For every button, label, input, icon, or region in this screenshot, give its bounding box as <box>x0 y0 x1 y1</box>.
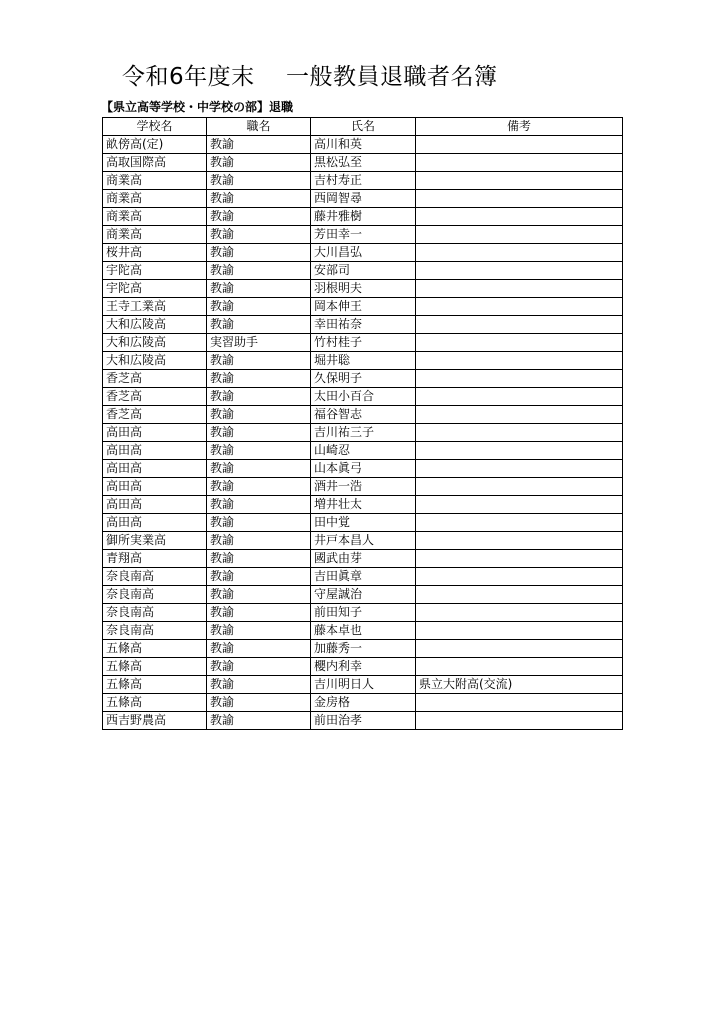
cell-notes <box>416 622 623 640</box>
cell-school: 高田高 <box>103 514 207 532</box>
table-row <box>103 280 623 298</box>
cell-notes <box>416 190 623 208</box>
table-row <box>103 604 623 622</box>
cell-position: 教諭 <box>207 370 311 388</box>
cell-name: 藤本卓也 <box>311 622 416 640</box>
cell-school: 商業高 <box>103 172 207 190</box>
cell-position: 教諭 <box>207 154 311 172</box>
header-row <box>103 118 623 136</box>
cell-school: 宇陀高 <box>103 280 207 298</box>
cell-notes <box>416 136 623 154</box>
cell-name: 酒井一浩 <box>311 478 416 496</box>
table-row <box>103 154 623 172</box>
cell-school: 五條高 <box>103 640 207 658</box>
table-row <box>103 226 623 244</box>
retirement-roster-table <box>102 117 623 730</box>
cell-name: 山崎忍 <box>311 442 416 460</box>
cell-notes <box>416 694 623 712</box>
cell-position: 教諭 <box>207 586 311 604</box>
cell-school: 青翔高 <box>103 550 207 568</box>
cell-school: 高田高 <box>103 496 207 514</box>
table-row <box>103 532 623 550</box>
table-row <box>103 622 623 640</box>
table-row <box>103 388 623 406</box>
cell-position: 教諭 <box>207 190 311 208</box>
table-row <box>103 514 623 532</box>
table-row <box>103 316 623 334</box>
table-row <box>103 136 623 154</box>
cell-notes <box>416 712 623 730</box>
header-position: 職名 <box>207 118 311 136</box>
cell-name: 櫻内利幸 <box>311 658 416 676</box>
cell-name: 竹村桂子 <box>311 334 416 352</box>
cell-notes <box>416 316 623 334</box>
cell-notes <box>416 244 623 262</box>
section-label: 【県立高等学校・中学校の部】退職 <box>101 100 294 114</box>
cell-position: 教諭 <box>207 478 311 496</box>
cell-school: 畝傍高(定) <box>103 136 207 154</box>
cell-school: 御所実業高 <box>103 532 207 550</box>
cell-notes <box>416 442 623 460</box>
cell-notes <box>416 262 623 280</box>
cell-name: 太田小百合 <box>311 388 416 406</box>
table-row <box>103 568 623 586</box>
cell-school: 西吉野農高 <box>103 712 207 730</box>
header-school: 学校名 <box>103 118 207 136</box>
cell-position: 教諭 <box>207 712 311 730</box>
cell-name: 岡本伸王 <box>311 298 416 316</box>
cell-position: 教諭 <box>207 532 311 550</box>
cell-name: 久保明子 <box>311 370 416 388</box>
table-row <box>103 424 623 442</box>
cell-notes <box>416 334 623 352</box>
cell-position: 教諭 <box>207 352 311 370</box>
cell-notes <box>416 586 623 604</box>
cell-name: 羽根明夫 <box>311 280 416 298</box>
cell-name: 堀井聡 <box>311 352 416 370</box>
table-row <box>103 334 623 352</box>
cell-school: 奈良南高 <box>103 568 207 586</box>
cell-position: 教諭 <box>207 406 311 424</box>
cell-name: 吉川祐三子 <box>311 424 416 442</box>
cell-position: 教諭 <box>207 694 311 712</box>
cell-notes <box>416 514 623 532</box>
cell-position: 教諭 <box>207 208 311 226</box>
cell-school: 王寺工業高 <box>103 298 207 316</box>
cell-name: 西岡智尋 <box>311 190 416 208</box>
cell-notes <box>416 280 623 298</box>
table-row <box>103 352 623 370</box>
cell-school: 高田高 <box>103 442 207 460</box>
cell-name: 國武由芽 <box>311 550 416 568</box>
cell-school: 奈良南高 <box>103 586 207 604</box>
table-row <box>103 676 623 694</box>
cell-notes <box>416 568 623 586</box>
cell-school: 商業高 <box>103 226 207 244</box>
table-row <box>103 172 623 190</box>
cell-school: 奈良南高 <box>103 604 207 622</box>
table-row <box>103 190 623 208</box>
table-row <box>103 694 623 712</box>
cell-name: 福谷智志 <box>311 406 416 424</box>
cell-school: 大和広陵高 <box>103 352 207 370</box>
cell-school: 高田高 <box>103 460 207 478</box>
cell-notes <box>416 298 623 316</box>
cell-school: 五條高 <box>103 658 207 676</box>
table-row <box>103 208 623 226</box>
table-body <box>103 136 623 730</box>
table-row <box>103 658 623 676</box>
document-title: 令和6年度末 一般教員退職者名簿 <box>122 64 498 90</box>
cell-position: 教諭 <box>207 244 311 262</box>
cell-position: 教諭 <box>207 424 311 442</box>
cell-notes <box>416 208 623 226</box>
cell-name: 吉田眞章 <box>311 568 416 586</box>
cell-position: 教諭 <box>207 172 311 190</box>
cell-notes <box>416 154 623 172</box>
cell-name: 大川昌弘 <box>311 244 416 262</box>
cell-school: 商業高 <box>103 190 207 208</box>
cell-notes <box>416 550 623 568</box>
cell-notes <box>416 640 623 658</box>
cell-school: 香芝高 <box>103 388 207 406</box>
cell-position: 教諭 <box>207 280 311 298</box>
cell-position: 教諭 <box>207 316 311 334</box>
table-row <box>103 550 623 568</box>
table-row <box>103 496 623 514</box>
cell-position: 教諭 <box>207 622 311 640</box>
cell-notes <box>416 460 623 478</box>
cell-school: 香芝高 <box>103 370 207 388</box>
cell-notes <box>416 370 623 388</box>
cell-school: 大和広陵高 <box>103 334 207 352</box>
table-row <box>103 442 623 460</box>
cell-position: 教諭 <box>207 496 311 514</box>
header-name: 氏名 <box>311 118 416 136</box>
cell-position: 教諭 <box>207 550 311 568</box>
table-row <box>103 478 623 496</box>
cell-school: 宇陀高 <box>103 262 207 280</box>
cell-position: 実習助手 <box>207 334 311 352</box>
cell-position: 教諭 <box>207 658 311 676</box>
cell-name: 芳田幸一 <box>311 226 416 244</box>
cell-name: 井戸本昌人 <box>311 532 416 550</box>
cell-name: 山本眞弓 <box>311 460 416 478</box>
cell-notes <box>416 604 623 622</box>
cell-name: 増井壮太 <box>311 496 416 514</box>
cell-name: 藤井雅樹 <box>311 208 416 226</box>
table-row <box>103 460 623 478</box>
cell-name: 前田知子 <box>311 604 416 622</box>
table-row <box>103 406 623 424</box>
cell-notes <box>416 406 623 424</box>
cell-position: 教諭 <box>207 676 311 694</box>
table-row <box>103 640 623 658</box>
cell-school: 奈良南高 <box>103 622 207 640</box>
cell-position: 教諭 <box>207 568 311 586</box>
cell-notes: 県立大附高(交流) <box>416 676 623 694</box>
cell-school: 五條高 <box>103 694 207 712</box>
cell-school: 桜井高 <box>103 244 207 262</box>
cell-name: 金房格 <box>311 694 416 712</box>
table-row <box>103 244 623 262</box>
cell-position: 教諭 <box>207 298 311 316</box>
cell-name: 加藤秀一 <box>311 640 416 658</box>
cell-notes <box>416 478 623 496</box>
table-row <box>103 298 623 316</box>
cell-notes <box>416 388 623 406</box>
cell-school: 五條高 <box>103 676 207 694</box>
cell-school: 香芝高 <box>103 406 207 424</box>
table-row <box>103 370 623 388</box>
cell-name: 吉村寿正 <box>311 172 416 190</box>
cell-name: 吉川明日人 <box>311 676 416 694</box>
cell-notes <box>416 352 623 370</box>
cell-school: 大和広陵高 <box>103 316 207 334</box>
cell-school: 高田高 <box>103 424 207 442</box>
cell-name: 田中覚 <box>311 514 416 532</box>
cell-name: 幸田祐奈 <box>311 316 416 334</box>
cell-notes <box>416 532 623 550</box>
cell-position: 教諭 <box>207 604 311 622</box>
cell-notes <box>416 172 623 190</box>
cell-notes <box>416 226 623 244</box>
table-row <box>103 586 623 604</box>
cell-notes <box>416 658 623 676</box>
cell-position: 教諭 <box>207 136 311 154</box>
cell-name: 高川和英 <box>311 136 416 154</box>
cell-position: 教諭 <box>207 262 311 280</box>
cell-notes <box>416 424 623 442</box>
cell-position: 教諭 <box>207 460 311 478</box>
table-row <box>103 712 623 730</box>
cell-name: 黒松弘至 <box>311 154 416 172</box>
cell-position: 教諭 <box>207 388 311 406</box>
cell-position: 教諭 <box>207 640 311 658</box>
cell-position: 教諭 <box>207 226 311 244</box>
header-notes: 備考 <box>416 118 623 136</box>
cell-notes <box>416 496 623 514</box>
cell-name: 前田治孝 <box>311 712 416 730</box>
table-header <box>103 118 623 136</box>
cell-school: 高田高 <box>103 478 207 496</box>
cell-position: 教諭 <box>207 514 311 532</box>
cell-position: 教諭 <box>207 442 311 460</box>
table-row <box>103 262 623 280</box>
cell-school: 商業高 <box>103 208 207 226</box>
cell-name: 守屋誠治 <box>311 586 416 604</box>
cell-school: 高取国際高 <box>103 154 207 172</box>
cell-name: 安部司 <box>311 262 416 280</box>
